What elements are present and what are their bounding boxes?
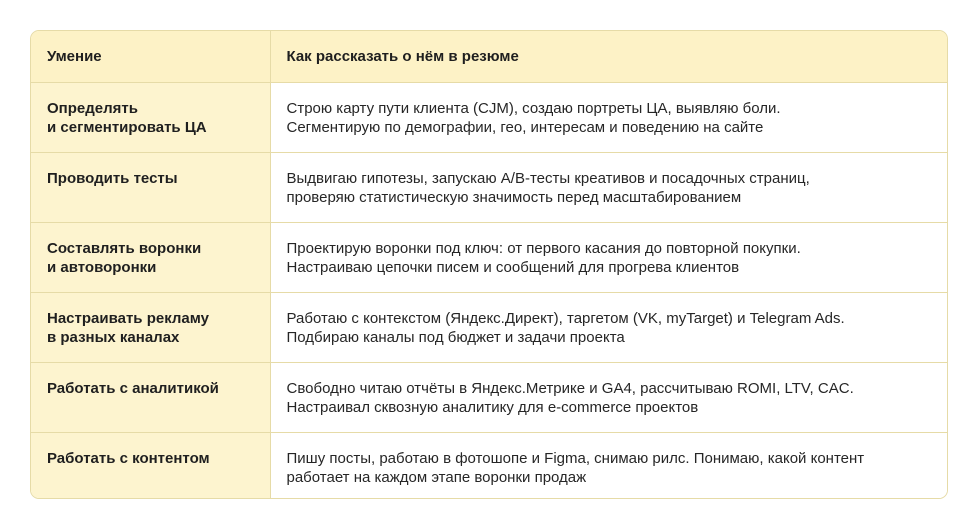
table-row (31, 432, 947, 499)
description-cell: Работаю с контекстом (Яндекс.Директ), таргетом (VK, myTarget) и Telegram Ads. Подбираю каналы под бюджет и задачи проекта (270, 292, 947, 362)
table-row (31, 152, 947, 222)
table-row (31, 292, 947, 362)
description-cell: Выдвигаю гипотезы, запускаю A/B-тесты креативов и посадочных страниц, проверяю статистическую значимость перед масштабированием (270, 152, 947, 222)
table-row (31, 82, 947, 152)
skills-resume-table (31, 31, 947, 499)
table-header (31, 31, 947, 82)
description-cell: Пишу посты, работаю в фотошопе и Figma, снимаю рилс. Понимаю, какой контент работает на каждом этапе воронки продаж (270, 432, 947, 499)
table-row (31, 362, 947, 432)
description-cell: Строю карту пути клиента (CJM), создаю портреты ЦА, выявляю боли. Сегментирую по демографии, гео, интересам и поведению на сайте (270, 82, 947, 152)
table-body (31, 82, 947, 499)
skill-cell: Проводить тесты (31, 152, 270, 222)
header-skill: Умение (31, 31, 270, 82)
header-row (31, 31, 947, 82)
description-cell: Проектирую воронки под ключ: от первого касания до повторной покупки. Настраиваю цепочки писем и сообщений для прогрева клиентов (270, 222, 947, 292)
skill-cell: Работать с контентом (31, 432, 270, 499)
skills-table (30, 30, 948, 499)
skill-cell: Настраивать рекламу в разных каналах (31, 292, 270, 362)
skill-cell: Определять и сегментировать ЦА (31, 82, 270, 152)
header-how-to-describe: Как рассказать о нём в резюме (270, 31, 947, 82)
table-row (31, 222, 947, 292)
skill-cell: Работать с аналитикой (31, 362, 270, 432)
description-cell: Свободно читаю отчёты в Яндекс.Метрике и GA4, рассчитываю ROMI, LTV, CAC. Настраивал сквозную аналитику для e-commerce проектов (270, 362, 947, 432)
skill-cell: Составлять воронки и автоворонки (31, 222, 270, 292)
